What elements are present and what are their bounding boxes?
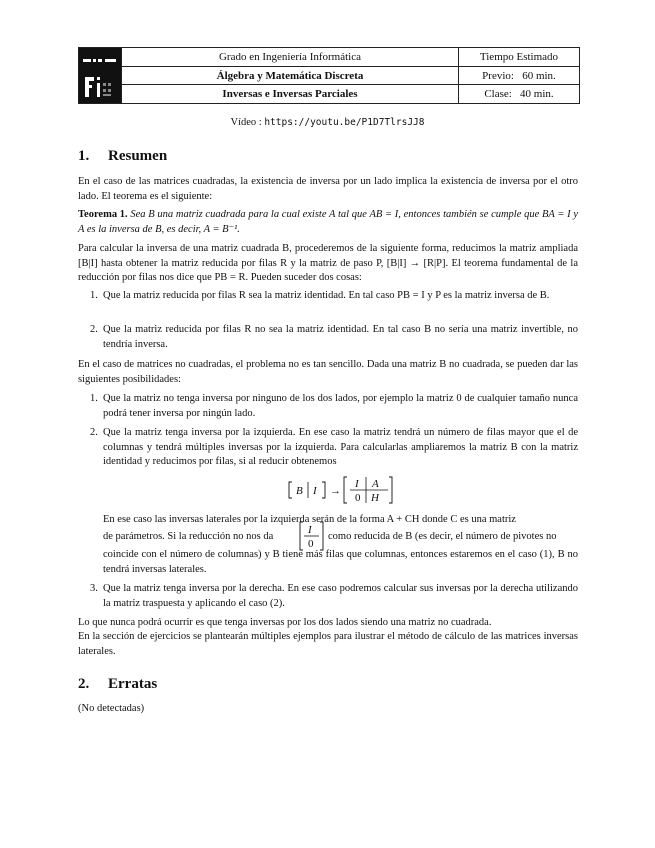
inline-block-matrix: [297, 521, 327, 551]
list2-item2-text: Que la matriz tenga inversa por la izquierda. En ese caso la matriz tendrá un número de filas mayor que el de columnas y tendrá múltiples inversas por la izquierda. Para calcularlas ampliaremos la matriz B con la matriz identidad y reducimos por filas, si al reducir obtenemos: [103, 427, 578, 467]
inline-matrix-0: 0: [308, 538, 314, 550]
block-matrix-equation: [0, 476, 655, 506]
section-1-heading: [78, 148, 167, 165]
matrix-arrow: →: [330, 485, 341, 497]
list2-item2-continuation-2a: de parámetros. Si la reducción no nos da: [103, 531, 274, 542]
section-2-number: 2.: [78, 676, 90, 692]
closing-sentence-1: Lo que nunca podrá ocurrir es que tenga inversas por los dos lados siendo una matriz no cuadrada.: [78, 617, 492, 628]
matrix-left-B: B: [296, 485, 303, 497]
university-logo: [79, 48, 122, 103]
matrix-right-A: A: [372, 478, 379, 490]
list1-item1-number: 1.: [90, 290, 98, 301]
inline-matrix-I: I: [308, 524, 312, 536]
closing-sentence-2: En la sección de ejercicios se plantearán múltiples ejemplos para ilustrar el método de cálculo de las matrices inversas laterales.: [78, 631, 578, 657]
matrix-right-0: 0: [355, 492, 361, 504]
method-paragraph: Para calcular la inversa de una matriz cuadrada B, procederemos de la siguiente forma, reducimos la matriz ampliada [B|I] hasta obtener la matriz reducida por filas R y la matriz de paso P, [B|I] → [R|P]. El teorema fundamental de la reducción por filas nos dice que PB = R. Pueden suceder dos cosas:: [78, 243, 578, 283]
block-matrix-svg: [0, 476, 655, 506]
list2-item3-text: Que la matriz tenga inversa por la derecha. En ese caso podremos calcular sus inversas por la derecha utilizando la matriz traspuesta y aplicando el caso (2).: [103, 583, 578, 609]
matrix-right-H: H: [371, 492, 379, 504]
course-header-table: [78, 47, 580, 104]
errata-text: (No detectadas): [78, 703, 145, 714]
section-2-heading: [78, 676, 157, 693]
matrix-left-I: I: [313, 485, 317, 497]
list2-item2-continuation-2b: como reducida de B (es decir, el número de pivotes no: [328, 531, 557, 542]
time-title: Tiempo Estimado: [479, 51, 559, 63]
list2-item2-continuation-3: coincide con el número de columnas) y B tiene más filas que columnas, entonces estaremos en el caso (1), B no tendrá inversas laterales.: [103, 549, 578, 575]
list1-item1-text: Que la matriz reducida por filas R sea la matriz identidad. En tal caso PB = I y P es la matriz inversa de B.: [103, 290, 550, 301]
theorem-paragraph: [78, 208, 578, 237]
nonsquare-paragraph: En el caso de matrices no cuadradas, el problema no es tan sencillo. Dada una matriz B no cuadrada, se pueden dar las siguientes posibilidades:: [78, 359, 578, 385]
list2-item1-text: Que la matriz no tenga inversa por ninguno de los dos lados, por ejemplo la matriz 0 de cualquier tamaño nunca podrá tener inversa por ningún lado.: [103, 393, 578, 419]
video-link[interactable]: https://youtu.be/P1D7TlrsJJ8: [264, 117, 425, 128]
course-name: Grado en Ingeniería Informática: [218, 51, 361, 63]
video-line: [0, 117, 655, 128]
time-clase: Clase: 40 min.: [459, 84, 579, 104]
section-1-number: 1.: [78, 148, 90, 164]
faculty-logo-icon: [82, 74, 118, 99]
logo-text-strip: [82, 54, 118, 68]
theorem-text: Sea B una matriz cuadrada para la cual existe A tal que AB = I, entonces también se cumple que BA = I y A es la inversa de B, es decir, A = B⁻¹.: [78, 209, 578, 235]
matrix-right-I: I: [355, 478, 359, 490]
course-info-column: [122, 48, 459, 103]
video-label: Vídeo :: [230, 117, 265, 128]
list2-item2-number: 2.: [90, 427, 98, 438]
time-previo: Previo: 60 min.: [459, 66, 579, 85]
theorem-label: Teorema 1.: [78, 209, 128, 220]
list2-item2-continuation-1: En ese caso las inversas laterales por la izquierda serán de la forma A + CH donde C es una matriz: [103, 514, 516, 525]
subject-name: Álgebra y Matemática Discreta: [122, 66, 458, 85]
section-2-title: Erratas: [108, 676, 158, 692]
list1-item2-text: Que la matriz reducida por filas R no sea la matriz identidad. En tal caso B no sería una matriz invertible, no tendría inversa.: [103, 324, 578, 350]
time-estimate-column: [459, 48, 579, 103]
topic-name: Inversas e Inversas Parciales: [122, 84, 458, 104]
list2-item3-number: 3.: [90, 583, 98, 594]
section-1-title: Resumen: [108, 148, 168, 164]
intro-paragraph: En el caso de las matrices cuadradas, la existencia de inversa por un lado implica la existencia de inversa por el otro lado. El teorema es el siguiente:: [78, 176, 578, 202]
list1-item2-number: 2.: [90, 324, 98, 335]
list2-item1-number: 1.: [90, 393, 98, 404]
